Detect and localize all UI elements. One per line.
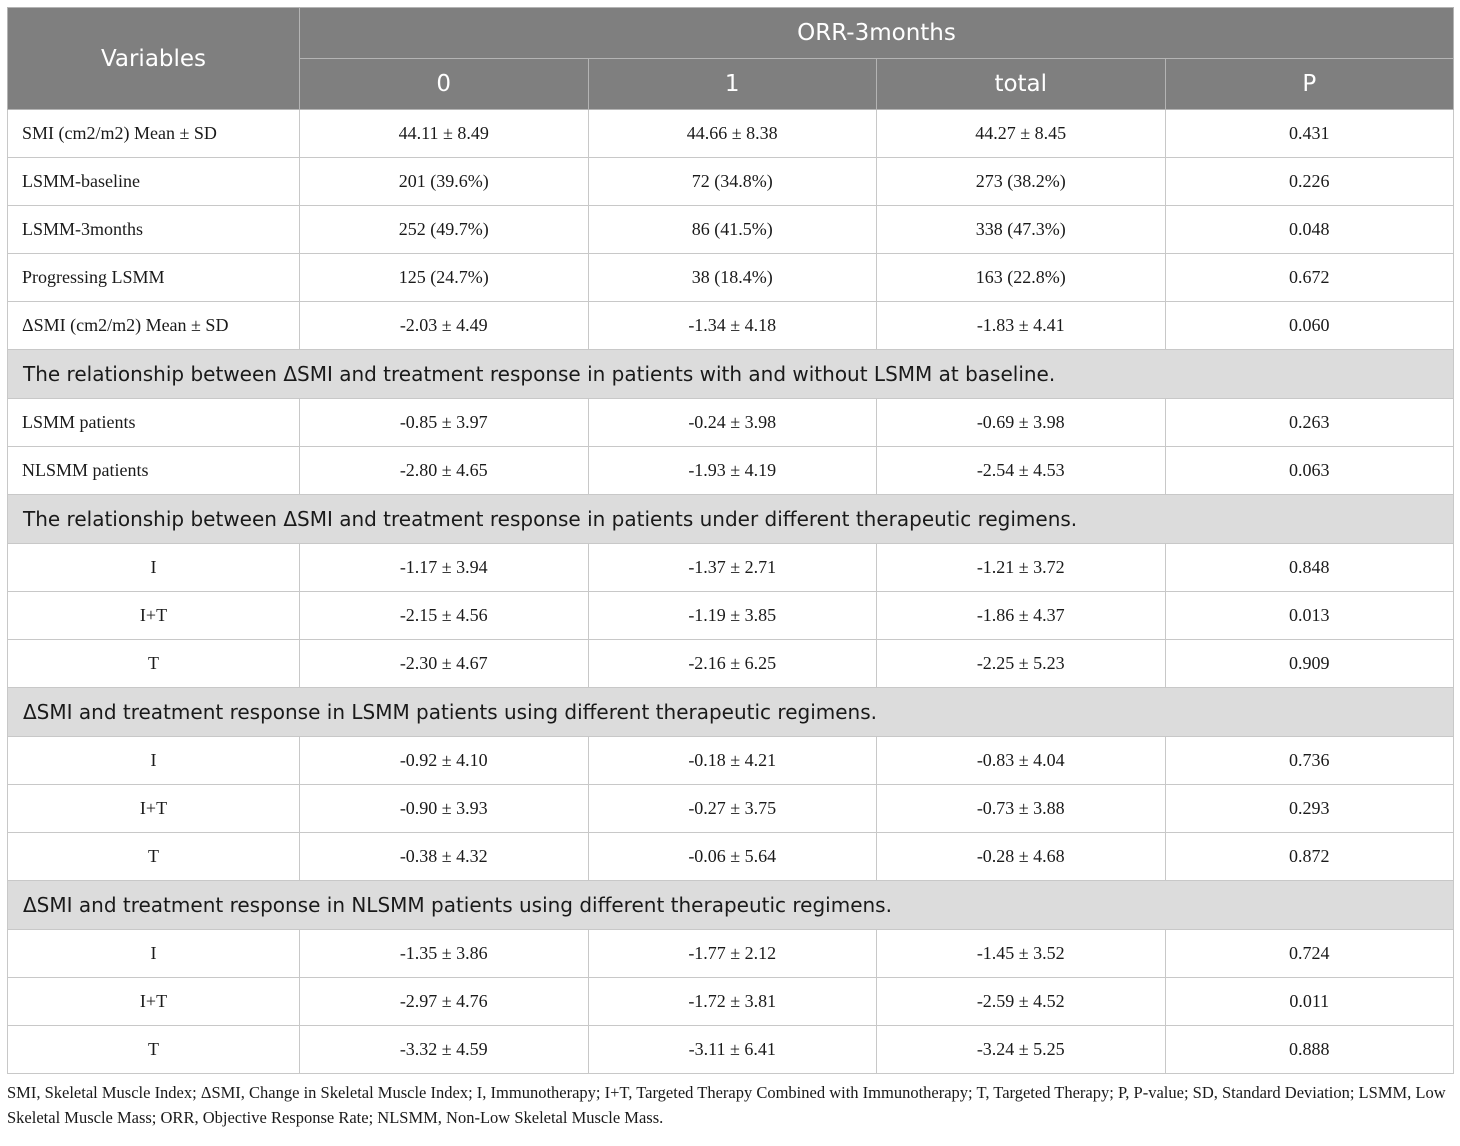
cell-1: -2.16 ± 6.25 [588,640,877,688]
row-label: I [8,544,300,592]
row-label: I [8,930,300,978]
cell-0: -2.30 ± 4.67 [300,640,589,688]
cell-0: -0.90 ± 3.93 [300,785,589,833]
header-col-total: total [877,59,1166,110]
table-row [8,640,1454,688]
table-row [8,785,1454,833]
cell-0: -2.15 ± 4.56 [300,592,589,640]
cell-total: -2.59 ± 4.52 [877,978,1166,1026]
table-row [8,206,1454,254]
cell-1: 44.66 ± 8.38 [588,110,877,158]
section-row [8,495,1454,544]
cell-total: -0.83 ± 4.04 [877,737,1166,785]
cell-1: 86 (41.5%) [588,206,877,254]
cell-total: -1.45 ± 3.52 [877,930,1166,978]
section-title: ΔSMI and treatment response in LSMM patients using different therapeutic regimens. [8,688,1454,737]
cell-1: -3.11 ± 6.41 [588,1026,877,1074]
cell-1: -1.37 ± 2.71 [588,544,877,592]
cell-total: -0.28 ± 4.68 [877,833,1166,881]
cell-1: -0.18 ± 4.21 [588,737,877,785]
cell-0: -0.38 ± 4.32 [300,833,589,881]
cell-1: -1.34 ± 4.18 [588,302,877,350]
cell-total: 163 (22.8%) [877,254,1166,302]
cell-0: -0.92 ± 4.10 [300,737,589,785]
cell-0: 201 (39.6%) [300,158,589,206]
cell-p: 0.013 [1165,592,1454,640]
section-row [8,881,1454,930]
cell-total: -3.24 ± 5.25 [877,1026,1166,1074]
cell-p: 0.872 [1165,833,1454,881]
cell-p: 0.724 [1165,930,1454,978]
table-header [8,8,1454,110]
table-row [8,302,1454,350]
cell-1: -1.19 ± 3.85 [588,592,877,640]
header-col-1: 1 [588,59,877,110]
cell-total: -1.21 ± 3.72 [877,544,1166,592]
section-title: The relationship between ΔSMI and treatment response in patients under different therapeutic regimens. [8,495,1454,544]
cell-0: 252 (49.7%) [300,206,589,254]
row-label: LSMM-3months [8,206,300,254]
table-container [7,7,1453,1130]
row-label: NLSMM patients [8,447,300,495]
table-row [8,592,1454,640]
header-variables: Variables [8,8,300,110]
cell-p: 0.226 [1165,158,1454,206]
cell-p: 0.909 [1165,640,1454,688]
cell-p: 0.263 [1165,399,1454,447]
table-row [8,978,1454,1026]
cell-1: -0.24 ± 3.98 [588,399,877,447]
table-row [8,1026,1454,1074]
section-row [8,688,1454,737]
header-col-0: 0 [300,59,589,110]
cell-p: 0.048 [1165,206,1454,254]
row-label: T [8,833,300,881]
cell-0: -2.97 ± 4.76 [300,978,589,1026]
cell-0: 125 (24.7%) [300,254,589,302]
cell-p: 0.293 [1165,785,1454,833]
cell-0: -3.32 ± 4.59 [300,1026,589,1074]
row-label: LSMM patients [8,399,300,447]
cell-p: 0.848 [1165,544,1454,592]
cell-1: 72 (34.8%) [588,158,877,206]
cell-0: -0.85 ± 3.97 [300,399,589,447]
cell-1: -0.27 ± 3.75 [588,785,877,833]
header-col-p: P [1165,59,1454,110]
cell-1: -1.77 ± 2.12 [588,930,877,978]
row-label: I+T [8,785,300,833]
row-label: T [8,1026,300,1074]
cell-p: 0.011 [1165,978,1454,1026]
cell-0: -1.35 ± 3.86 [300,930,589,978]
table-row [8,254,1454,302]
section-row [8,350,1454,399]
cell-p: 0.888 [1165,1026,1454,1074]
cell-1: -1.72 ± 3.81 [588,978,877,1026]
cell-p: 0.672 [1165,254,1454,302]
section-title: The relationship between ΔSMI and treatment response in patients with and without LSMM at baseline. [8,350,1454,399]
table-footnote: SMI, Skeletal Muscle Index; ΔSMI, Change in Skeletal Muscle Index; I, Immunotherapy; I+T, Targeted Therapy Combined with Immunotherapy; T, Targeted Therapy; P, P-value; SD, Standard Deviation; LSMM, Low Skeletal Muscle Mass; ORR, Objective Response Rate; NLSMM, Non-Low Skeletal Muscle Mass. [7,1083,1446,1127]
row-label: I+T [8,978,300,1026]
table-row [8,737,1454,785]
table-row [8,158,1454,206]
row-label: I [8,737,300,785]
cell-0: -1.17 ± 3.94 [300,544,589,592]
cell-1: -1.93 ± 4.19 [588,447,877,495]
cell-0: -2.03 ± 4.49 [300,302,589,350]
section-title: ΔSMI and treatment response in NLSMM patients using different therapeutic regimens. [8,881,1454,930]
cell-0: 44.11 ± 8.49 [300,110,589,158]
row-label: LSMM-baseline [8,158,300,206]
cell-1: 38 (18.4%) [588,254,877,302]
header-orr-3months: ORR-3months [300,8,1454,59]
table-row [8,110,1454,158]
table-row [8,399,1454,447]
cell-total: 44.27 ± 8.45 [877,110,1166,158]
cell-p: 0.431 [1165,110,1454,158]
cell-p: 0.063 [1165,447,1454,495]
results-table [7,7,1454,1074]
cell-p: 0.736 [1165,737,1454,785]
cell-total: -0.69 ± 3.98 [877,399,1166,447]
cell-total: -1.86 ± 4.37 [877,592,1166,640]
table-body [8,110,1454,1074]
cell-1: -0.06 ± 5.64 [588,833,877,881]
cell-total: -0.73 ± 3.88 [877,785,1166,833]
row-label: Progressing LSMM [8,254,300,302]
row-label: I+T [8,592,300,640]
row-label: ΔSMI (cm2/m2) Mean ± SD [8,302,300,350]
table-row [8,833,1454,881]
cell-total: 338 (47.3%) [877,206,1166,254]
cell-total: -2.25 ± 5.23 [877,640,1166,688]
cell-0: -2.80 ± 4.65 [300,447,589,495]
cell-p: 0.060 [1165,302,1454,350]
table-row [8,447,1454,495]
cell-total: 273 (38.2%) [877,158,1166,206]
cell-total: -2.54 ± 4.53 [877,447,1166,495]
cell-total: -1.83 ± 4.41 [877,302,1166,350]
table-row [8,544,1454,592]
table-row [8,930,1454,978]
row-label: T [8,640,300,688]
row-label: SMI (cm2/m2) Mean ± SD [8,110,300,158]
